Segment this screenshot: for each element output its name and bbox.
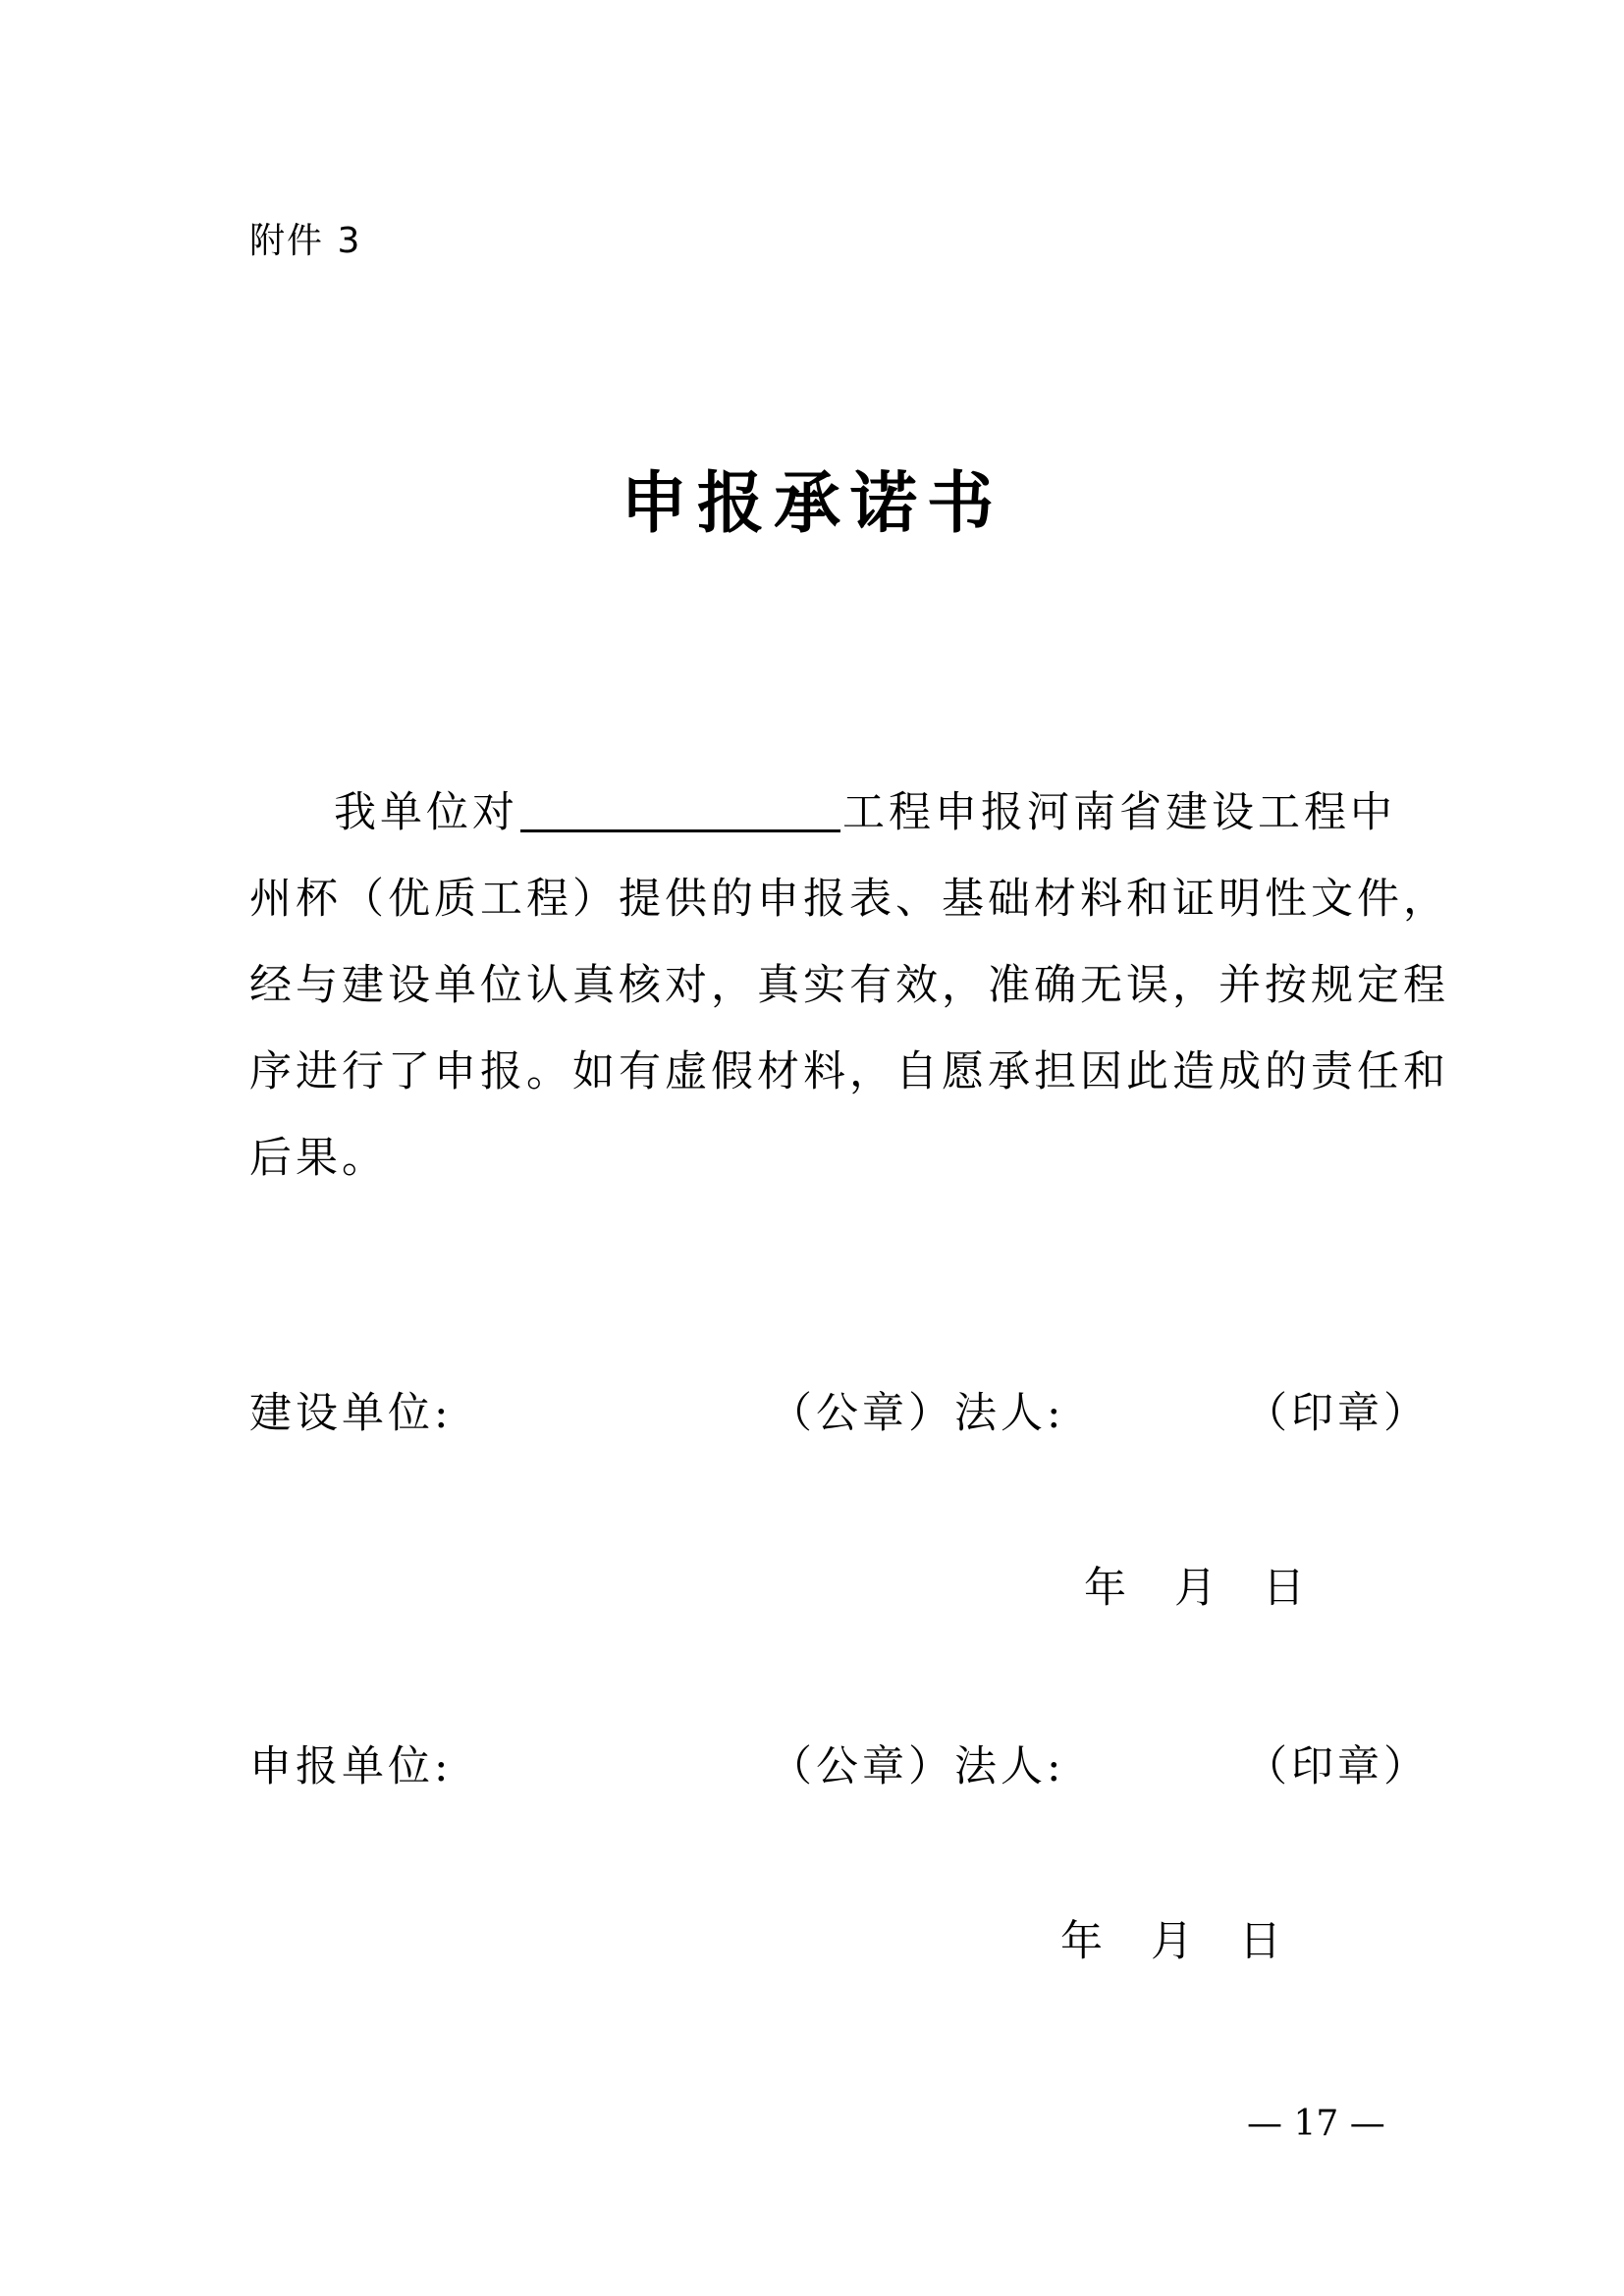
date-month-label: 月 <box>1151 1917 1193 1966</box>
construction-unit-signature-row <box>249 1384 1430 1443</box>
date-year-label: 年 <box>1084 1564 1126 1613</box>
personal-stamp-label: （印章） <box>1245 1742 1430 1791</box>
paragraph-line-3: 经与建设单位认真核对，真实有效，准确无误，并按规定程 <box>249 961 1449 1010</box>
date-year-label: 年 <box>1060 1917 1103 1966</box>
date-day-label: 日 <box>1263 1564 1305 1613</box>
legal-person-label: 法人: <box>954 1389 1065 1438</box>
page-number: — 17 — <box>1247 2104 1385 2144</box>
construction-unit-label: 建设单位: <box>249 1389 453 1438</box>
paragraph-text: 工程申报河南省建设工程中 <box>842 788 1396 837</box>
paragraph-line-2: 州杯（优质工程）提供的申报表、基础材料和证明性文件， <box>249 875 1449 924</box>
personal-stamp-label: （印章） <box>1245 1389 1430 1438</box>
official-seal-label: （公章） <box>770 1389 954 1438</box>
paragraph-line-4: 序进行了申报。如有虚假材料，自愿承担因此造成的责任和 <box>249 1047 1449 1096</box>
date-day-label: 日 <box>1239 1917 1281 1966</box>
attachment-label: 附件 3 <box>249 221 362 261</box>
project-name-blank <box>520 790 840 832</box>
applicant-unit-signature-row <box>249 1737 1430 1796</box>
paragraph-text: 我单位对 <box>334 788 518 837</box>
legal-person-label: 法人: <box>954 1742 1065 1791</box>
paragraph-line-1 <box>249 770 1396 856</box>
document-title: 申报承诺书 <box>620 464 1003 543</box>
applicant-unit-label: 申报单位: <box>249 1742 453 1791</box>
construction-unit-date <box>1084 1559 1320 1618</box>
date-month-label: 月 <box>1174 1564 1217 1613</box>
applicant-unit-date <box>1060 1912 1296 1971</box>
official-seal-label: （公章） <box>770 1742 954 1791</box>
paragraph-line-5: 后果。 <box>249 1134 388 1183</box>
commitment-paragraph <box>249 770 1449 1201</box>
